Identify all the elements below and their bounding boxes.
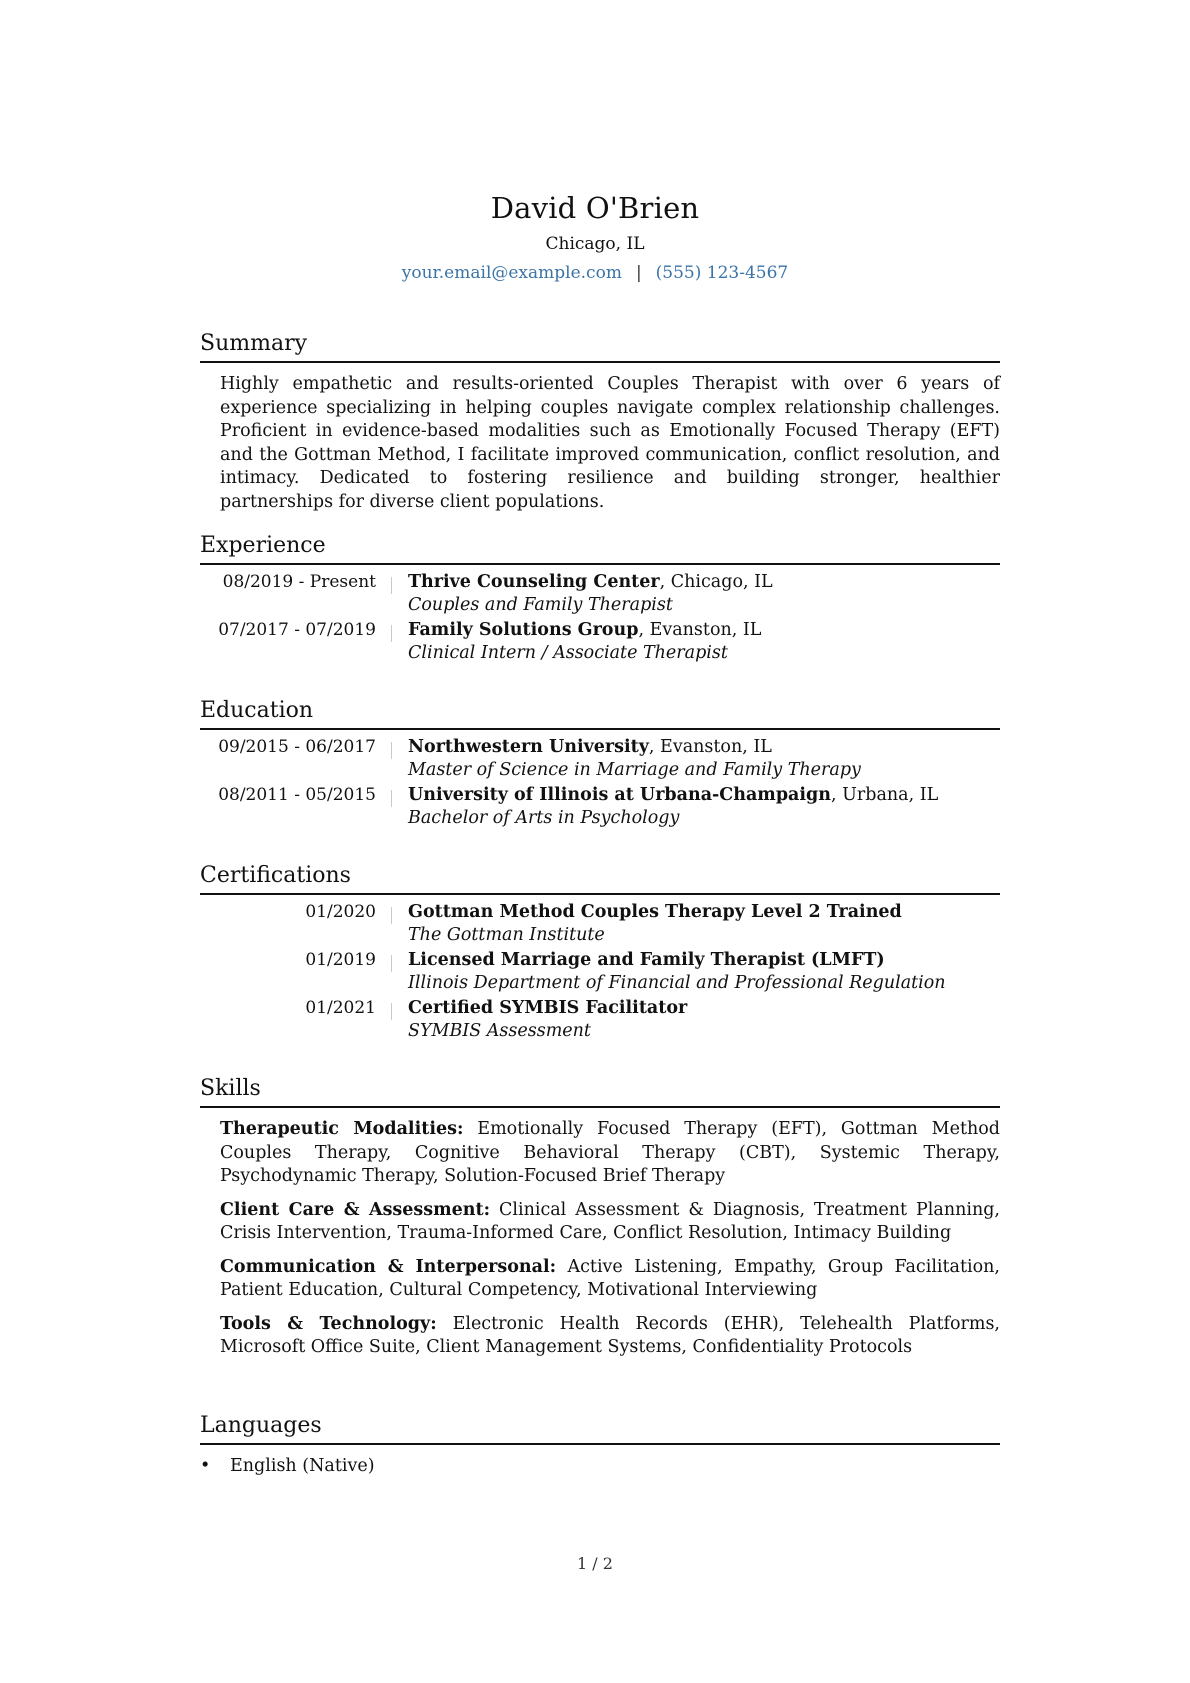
skill-group xyxy=(220,1199,1000,1246)
entry-location: , Evanston, IL xyxy=(648,737,772,757)
entry-organization: Northwestern University xyxy=(408,737,649,757)
entry-location: , Evanston, IL xyxy=(638,620,762,640)
section-divider xyxy=(200,1443,1000,1445)
entry-bar xyxy=(391,625,392,642)
entry-organization: University of Illinois at Urbana-Champaign xyxy=(408,785,831,805)
experience-entry xyxy=(200,565,1000,613)
entry-date: 01/2020 xyxy=(305,902,376,922)
skill-group-text: Active Listening, Empathy, Group Facilitation, Patient Education, Cultural Competency, Motivational Interviewing xyxy=(220,1256,1000,1300)
summary-heading: Summary xyxy=(200,331,308,356)
certification-issuer: SYMBIS Assessment xyxy=(408,1021,591,1041)
skill-group-text: Electronic Health Records (EHR), Telehealth Platforms, Microsoft Office Suite, Client Management Systems, Confidentiality Protocols xyxy=(220,1313,1000,1357)
entry-degree: Bachelor of Arts in Psychology xyxy=(408,808,680,828)
experience-entry xyxy=(200,613,1000,661)
skill-group xyxy=(220,1256,1000,1303)
resume-header xyxy=(0,188,1190,285)
certification-name: Gottman Method Couples Therapy Level 2 Trained xyxy=(408,902,902,922)
experience-heading: Experience xyxy=(200,533,326,558)
education-entry xyxy=(200,730,1000,778)
language-text: English (Native) xyxy=(230,1456,375,1476)
entry-role: Clinical Intern / Associate Therapist xyxy=(408,643,728,663)
certification-entry xyxy=(200,943,1000,991)
certification-entry xyxy=(200,895,1000,943)
experience-section xyxy=(200,531,1000,661)
phone-link[interactable]: (555) 123-4567 xyxy=(655,263,789,283)
certification-entry xyxy=(200,991,1000,1039)
certification-name: Licensed Marriage and Family Therapist (LMFT) xyxy=(408,950,885,970)
entry-date: 09/2015 - 06/2017 xyxy=(218,737,376,757)
contact-separator: | xyxy=(635,263,642,283)
entry-bar xyxy=(391,907,392,924)
skill-group-label: Communication & Interpersonal: xyxy=(220,1256,557,1277)
entry-location: , Urbana, IL xyxy=(831,785,939,805)
entry-bar xyxy=(391,1003,392,1020)
entry-organization: Thrive Counseling Center xyxy=(408,572,660,592)
skill-group-label: Client Care & Assessment: xyxy=(220,1199,491,1220)
entry-degree: Master of Science in Marriage and Family Therapy xyxy=(408,760,861,780)
entry-date: 08/2011 - 05/2015 xyxy=(218,785,376,805)
summary-text: Highly empathetic and results-oriented Couples Therapist with over 6 years of experience specializing in helping couples navigate complex relationship challenges. Proficient in evidence-based modalities such as Emotionally Focused Therapy (EFT) and the Gottman Method, I facilitate improved communication, conflict resolution, and intimacy. Dedicated to fostering resilience and building stronger, healthier partnerships for diverse client populations. xyxy=(220,374,1000,512)
certification-issuer: Illinois Department of Financial and Professional Regulation xyxy=(408,973,946,993)
skill-group xyxy=(220,1313,1000,1360)
education-heading: Education xyxy=(200,698,314,723)
languages-heading: Languages xyxy=(200,1413,322,1438)
summary-section xyxy=(200,329,1000,514)
skill-group-label: Tools & Technology: xyxy=(220,1313,437,1334)
contact-line xyxy=(0,261,1190,285)
section-divider xyxy=(200,361,1000,363)
candidate-name: David O'Brien xyxy=(490,191,700,225)
certifications-section xyxy=(200,861,1000,1039)
entry-bar xyxy=(391,955,392,972)
skill-group xyxy=(220,1118,1000,1189)
entry-bar xyxy=(391,742,392,759)
entry-bar xyxy=(391,577,392,594)
entry-location: , Chicago, IL xyxy=(659,572,773,592)
entry-date: 08/2019 - Present xyxy=(222,572,376,592)
entry-date: 07/2017 - 07/2019 xyxy=(218,620,376,640)
language-item xyxy=(200,1455,1000,1478)
entry-role: Couples and Family Therapist xyxy=(408,595,673,615)
certification-name: Certified SYMBIS Facilitator xyxy=(408,998,688,1018)
entry-organization: Family Solutions Group xyxy=(408,620,639,640)
entry-bar xyxy=(391,790,392,807)
education-section xyxy=(200,696,1000,826)
bullet-icon: • xyxy=(200,1456,211,1476)
skills-section xyxy=(200,1074,1000,1360)
education-entry xyxy=(200,778,1000,826)
page-number: 1 / 2 xyxy=(577,1554,613,1573)
section-divider xyxy=(200,1106,1000,1108)
skill-group-label: Therapeutic Modalities: xyxy=(220,1119,464,1139)
skill-group-text: Clinical Assessment & Diagnosis, Treatment Planning, Crisis Intervention, Trauma-Informed Care, Conflict Resolution, Intimacy Building xyxy=(220,1199,1000,1243)
skills-heading: Skills xyxy=(200,1076,261,1101)
candidate-location: Chicago, IL xyxy=(545,234,645,254)
skill-group-text: Emotionally Focused Therapy (EFT), Gottman Method Couples Therapy, Cognitive Behavioral Therapy (CBT), Systemic Therapy, Psychodynamic Therapy, Solution-Focused Brief Therapy xyxy=(220,1119,1000,1186)
entry-date: 01/2021 xyxy=(305,998,376,1018)
email-link[interactable]: your.email@example.com xyxy=(401,263,622,283)
entry-date: 01/2019 xyxy=(305,950,376,970)
certifications-heading: Certifications xyxy=(200,863,351,888)
certification-issuer: The Gottman Institute xyxy=(408,925,605,945)
languages-section xyxy=(200,1411,1000,1478)
